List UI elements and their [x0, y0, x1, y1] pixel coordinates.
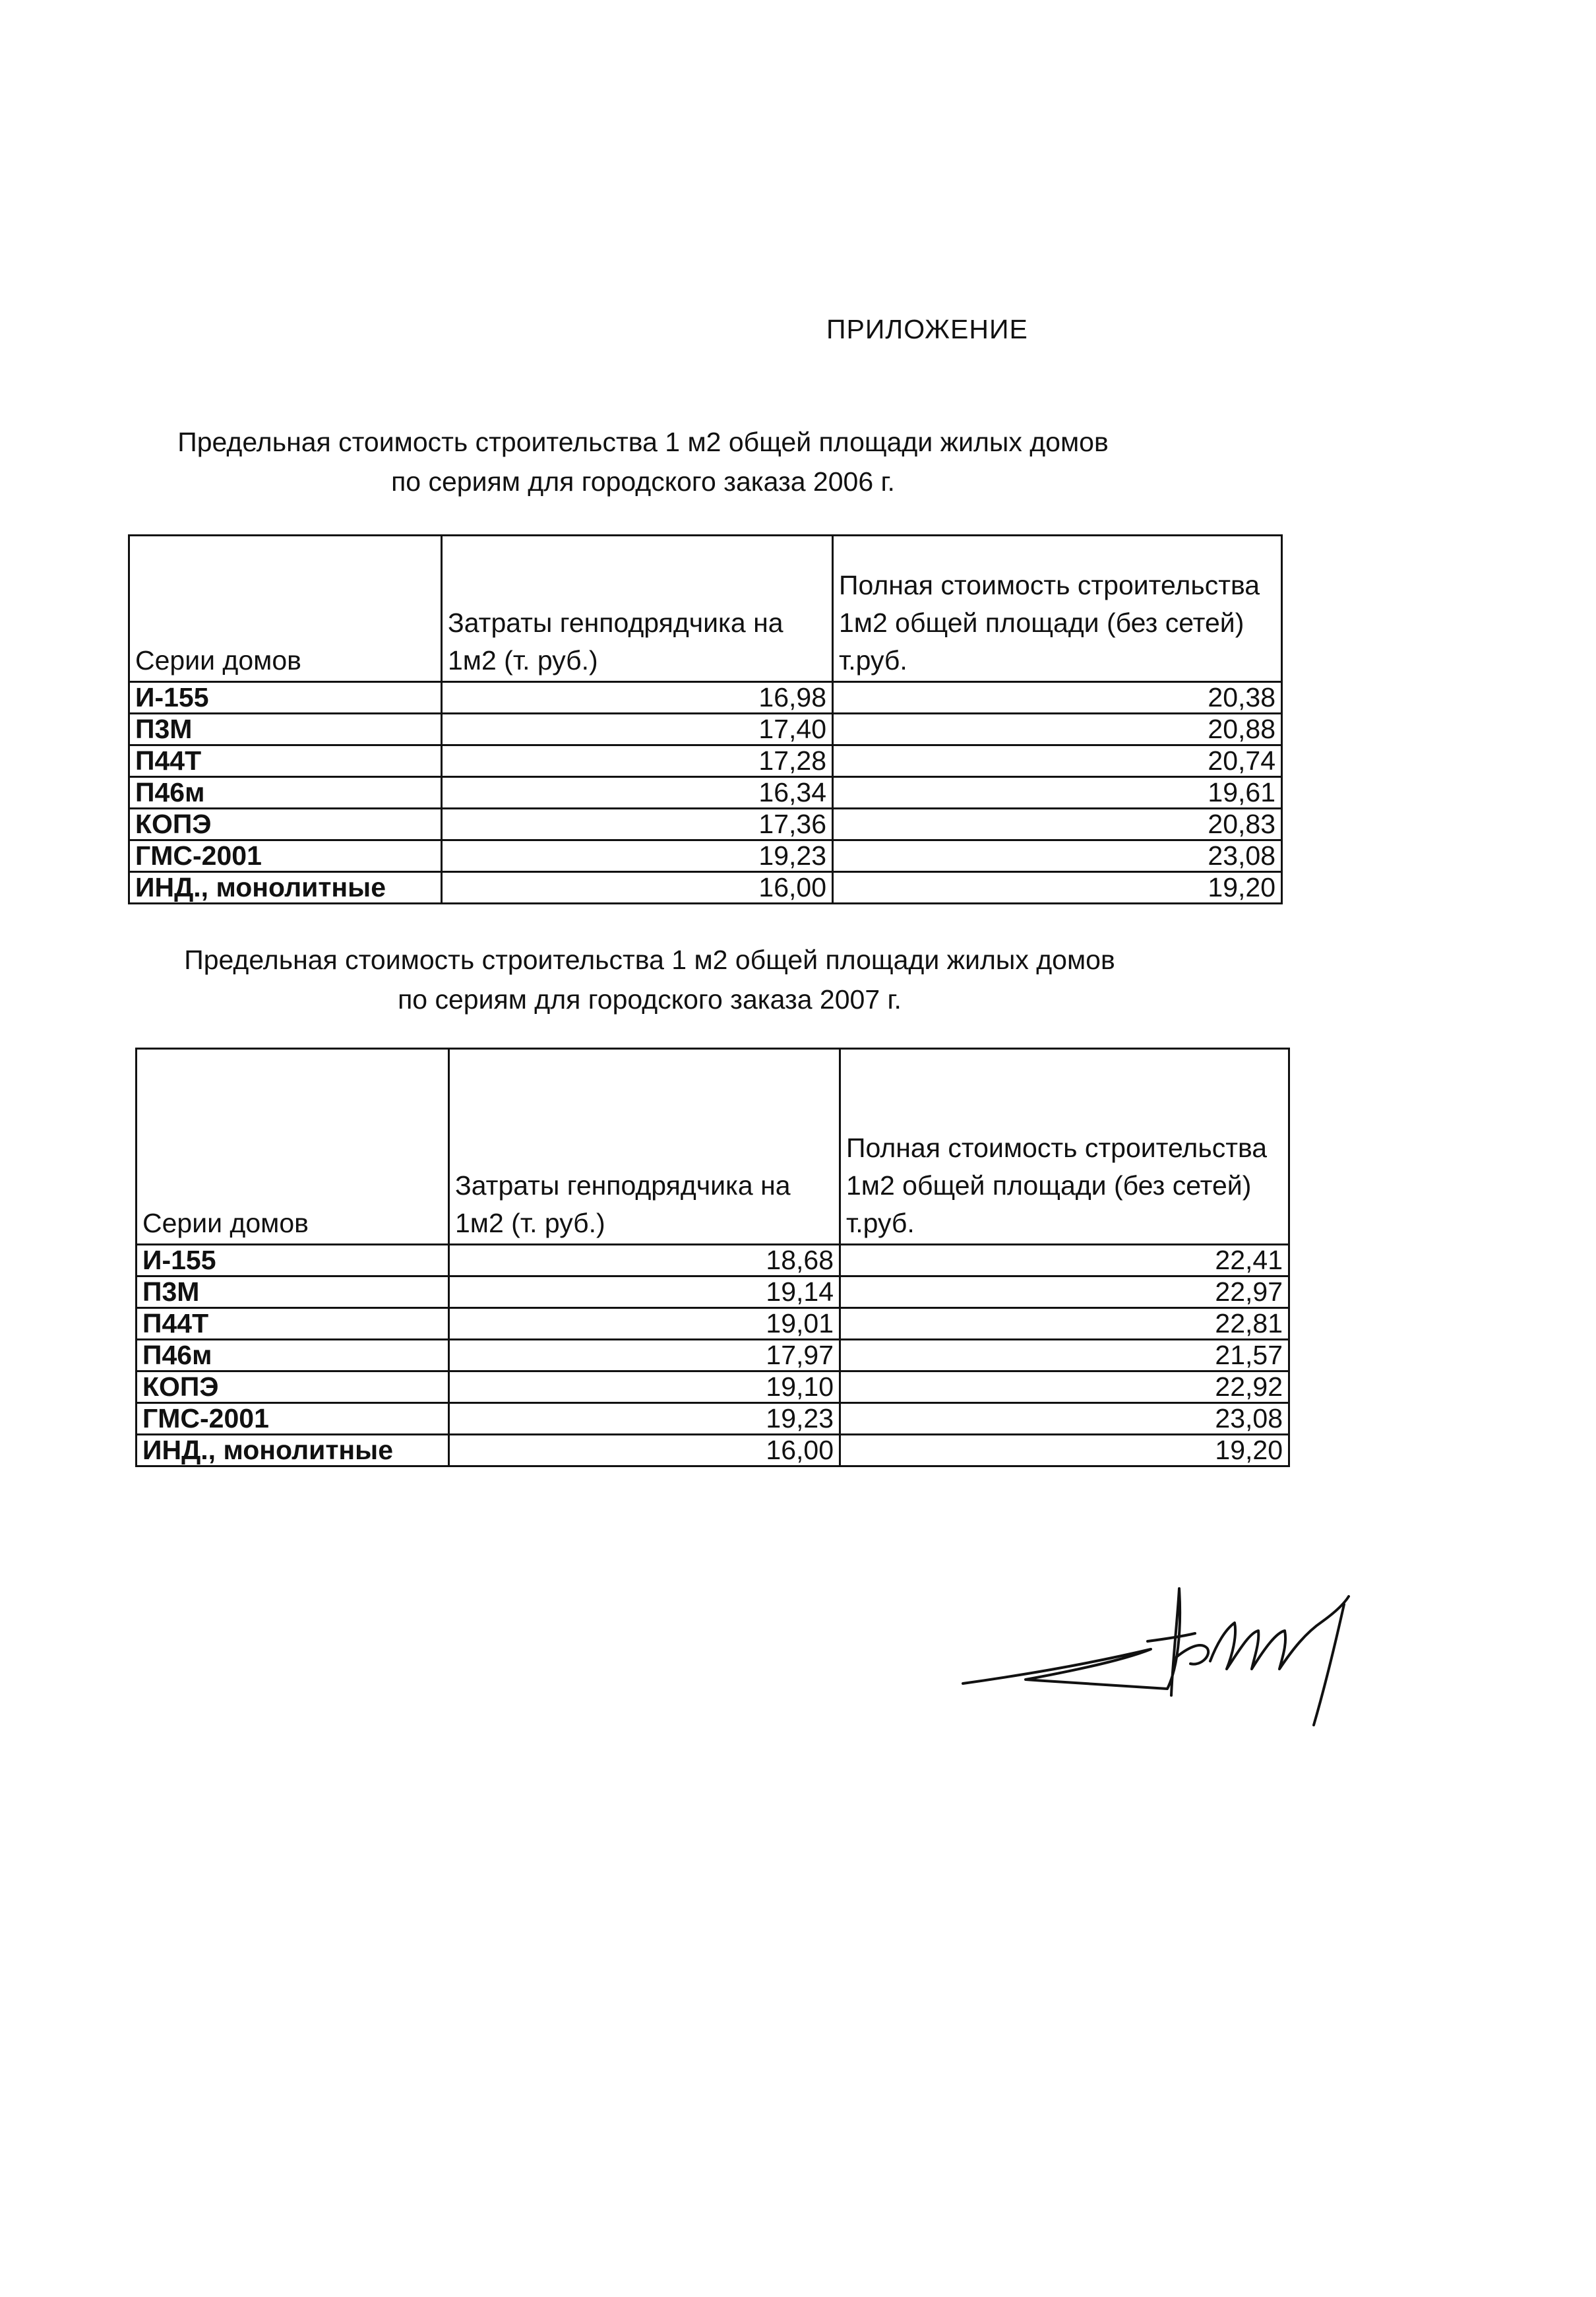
header-contractor-cost: Затраты генподрядчика на 1м2 (т. руб.)	[442, 536, 833, 682]
table-header-row	[129, 536, 1282, 682]
cost-table-2006	[128, 534, 1283, 904]
series-cell: И-155	[137, 1245, 449, 1276]
total-cost-cell: 23,08	[840, 1403, 1289, 1435]
contractor-cost-cell: 19,10	[449, 1371, 840, 1403]
contractor-cost-cell: 17,40	[442, 714, 833, 745]
series-cell: КОПЭ	[137, 1371, 449, 1403]
total-cost-cell: 22,92	[840, 1371, 1289, 1403]
table-row	[137, 1371, 1289, 1403]
total-cost-cell: 20,88	[833, 714, 1282, 745]
caption-2007-line2: по сериям для городского заказа 2007 г.	[398, 984, 902, 1015]
handwritten-signature	[950, 1570, 1359, 1748]
series-cell: ИНД., монолитные	[137, 1435, 449, 1466]
total-cost-cell: 22,81	[840, 1308, 1289, 1340]
total-cost-cell: 20,83	[833, 809, 1282, 840]
table-row	[137, 1245, 1289, 1276]
series-cell: И-155	[129, 682, 442, 714]
series-cell: ИНД., монолитные	[129, 872, 442, 904]
header-series: Серии домов	[137, 1049, 449, 1245]
total-cost-cell: 21,57	[840, 1340, 1289, 1371]
series-cell: КОПЭ	[129, 809, 442, 840]
series-cell: ГМС-2001	[129, 840, 442, 872]
table-row	[137, 1403, 1289, 1435]
header-contractor-cost: Затраты генподрядчика на 1м2 (т. руб.)	[449, 1049, 840, 1245]
cost-table-2007	[135, 1048, 1290, 1467]
table-row	[129, 745, 1282, 777]
total-cost-cell: 22,97	[840, 1276, 1289, 1308]
contractor-cost-cell: 19,23	[449, 1403, 840, 1435]
contractor-cost-cell: 17,97	[449, 1340, 840, 1371]
series-cell: ГМС-2001	[137, 1403, 449, 1435]
total-cost-cell: 20,38	[833, 682, 1282, 714]
series-cell: П44Т	[129, 745, 442, 777]
table-row	[129, 872, 1282, 904]
caption-2006-line2: по сериям для городского заказа 2006 г.	[391, 466, 895, 497]
caption-2007-line1: Предельная стоимость строительства 1 м2 общей площади жилых домов	[184, 945, 1115, 975]
contractor-cost-cell: 16,34	[442, 777, 833, 809]
total-cost-cell: 19,20	[840, 1435, 1289, 1466]
table-row	[137, 1308, 1289, 1340]
caption-2006-line1: Предельная стоимость строительства 1 м2 общей площади жилых домов	[177, 427, 1109, 457]
contractor-cost-cell: 19,23	[442, 840, 833, 872]
table-header-row	[137, 1049, 1289, 1245]
series-cell: П46м	[129, 777, 442, 809]
contractor-cost-cell: 18,68	[449, 1245, 840, 1276]
table-row	[137, 1340, 1289, 1371]
contractor-cost-cell: 16,00	[449, 1435, 840, 1466]
series-cell: П3М	[137, 1276, 449, 1308]
caption-2007	[112, 940, 1187, 1019]
header-total-cost: Полная стоимость строительства 1м2 общей площади (без сетей) т.руб.	[833, 536, 1282, 682]
series-cell: П44Т	[137, 1308, 449, 1340]
series-cell: П3М	[129, 714, 442, 745]
table-row	[137, 1276, 1289, 1308]
appendix-title: ПРИЛОЖЕНИЕ	[826, 314, 1028, 344]
contractor-cost-cell: 19,01	[449, 1308, 840, 1340]
table-row	[129, 809, 1282, 840]
total-cost-cell: 19,61	[833, 777, 1282, 809]
contractor-cost-cell: 17,36	[442, 809, 833, 840]
series-cell: П46м	[137, 1340, 449, 1371]
table-row	[129, 714, 1282, 745]
contractor-cost-cell: 19,14	[449, 1276, 840, 1308]
table-row	[137, 1435, 1289, 1466]
total-cost-cell: 22,41	[840, 1245, 1289, 1276]
header-total-cost: Полная стоимость строительства 1м2 общей площади (без сетей) т.руб.	[840, 1049, 1289, 1245]
contractor-cost-cell: 17,28	[442, 745, 833, 777]
table-row	[129, 777, 1282, 809]
total-cost-cell: 23,08	[833, 840, 1282, 872]
table-row	[129, 840, 1282, 872]
table-row	[129, 682, 1282, 714]
header-series: Серии домов	[129, 536, 442, 682]
total-cost-cell: 20,74	[833, 745, 1282, 777]
caption-2006	[106, 422, 1181, 501]
contractor-cost-cell: 16,00	[442, 872, 833, 904]
total-cost-cell: 19,20	[833, 872, 1282, 904]
contractor-cost-cell: 16,98	[442, 682, 833, 714]
